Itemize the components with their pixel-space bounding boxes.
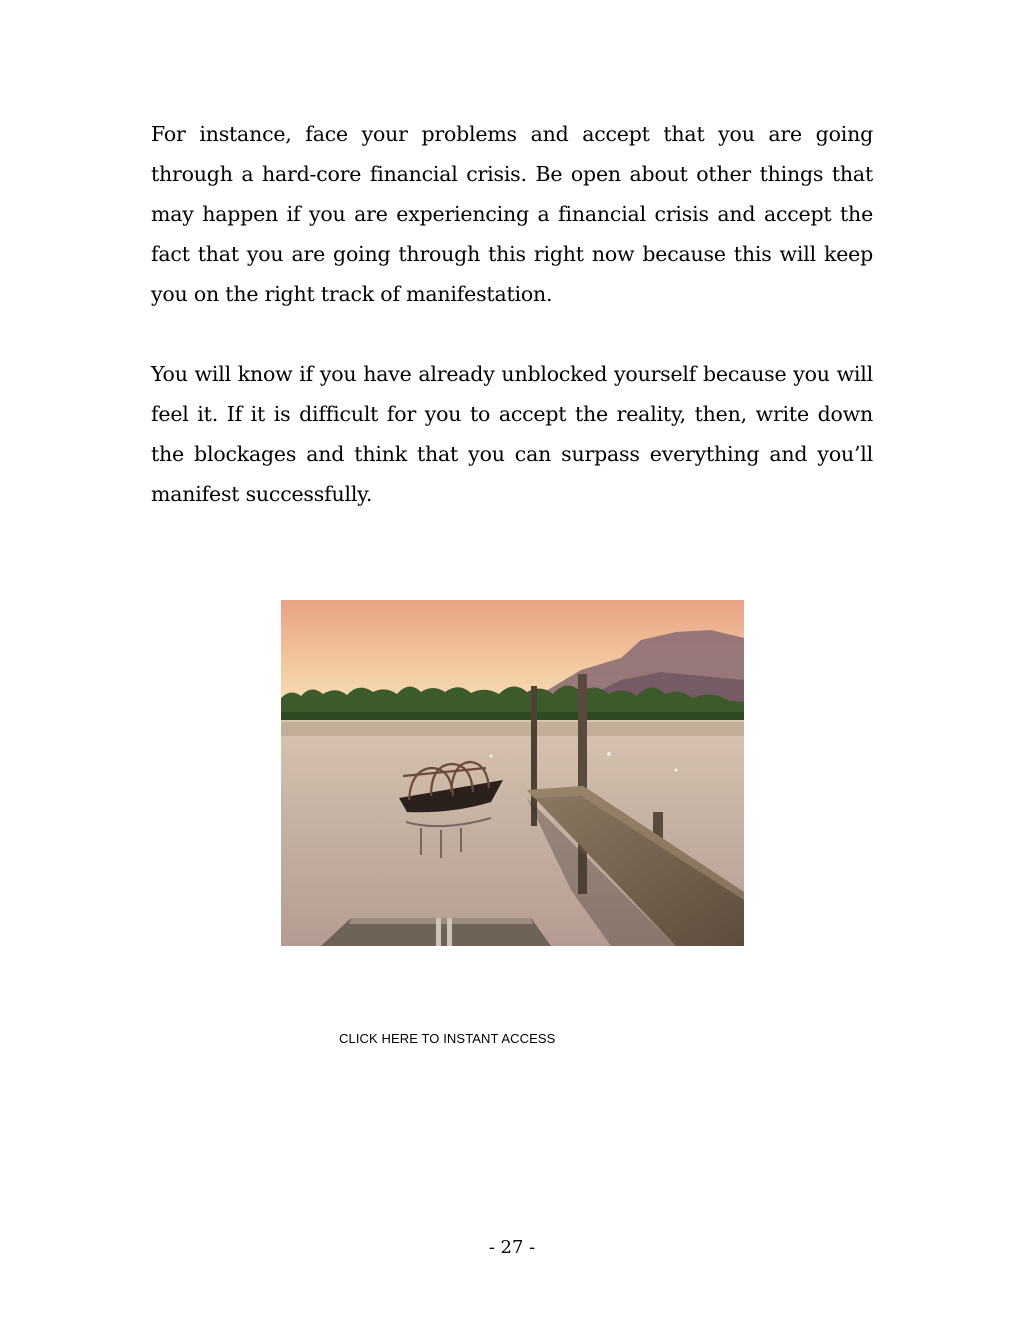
body-paragraph-2: You will know if you have already unblocked yourself because you will feel it. If it is difficult for you to accept the reality, then, write down the blockages and think that you can surpass everything and you’ll manifest successfully. [151, 362, 873, 506]
page-number: - 27 - [488, 1237, 536, 1258]
lake-dock-photo [281, 600, 744, 946]
instant-access-link[interactable]: CLICK HERE TO INSTANT ACCESS [339, 1031, 556, 1046]
body-paragraph-1: For instance, face your problems and accept that you are going through a hard-core financial crisis. Be open about other things that may happen if you are experiencing a financial crisis and accept the fact that you are going through this right now because this will keep you on the right track of manifestation. [151, 122, 873, 306]
